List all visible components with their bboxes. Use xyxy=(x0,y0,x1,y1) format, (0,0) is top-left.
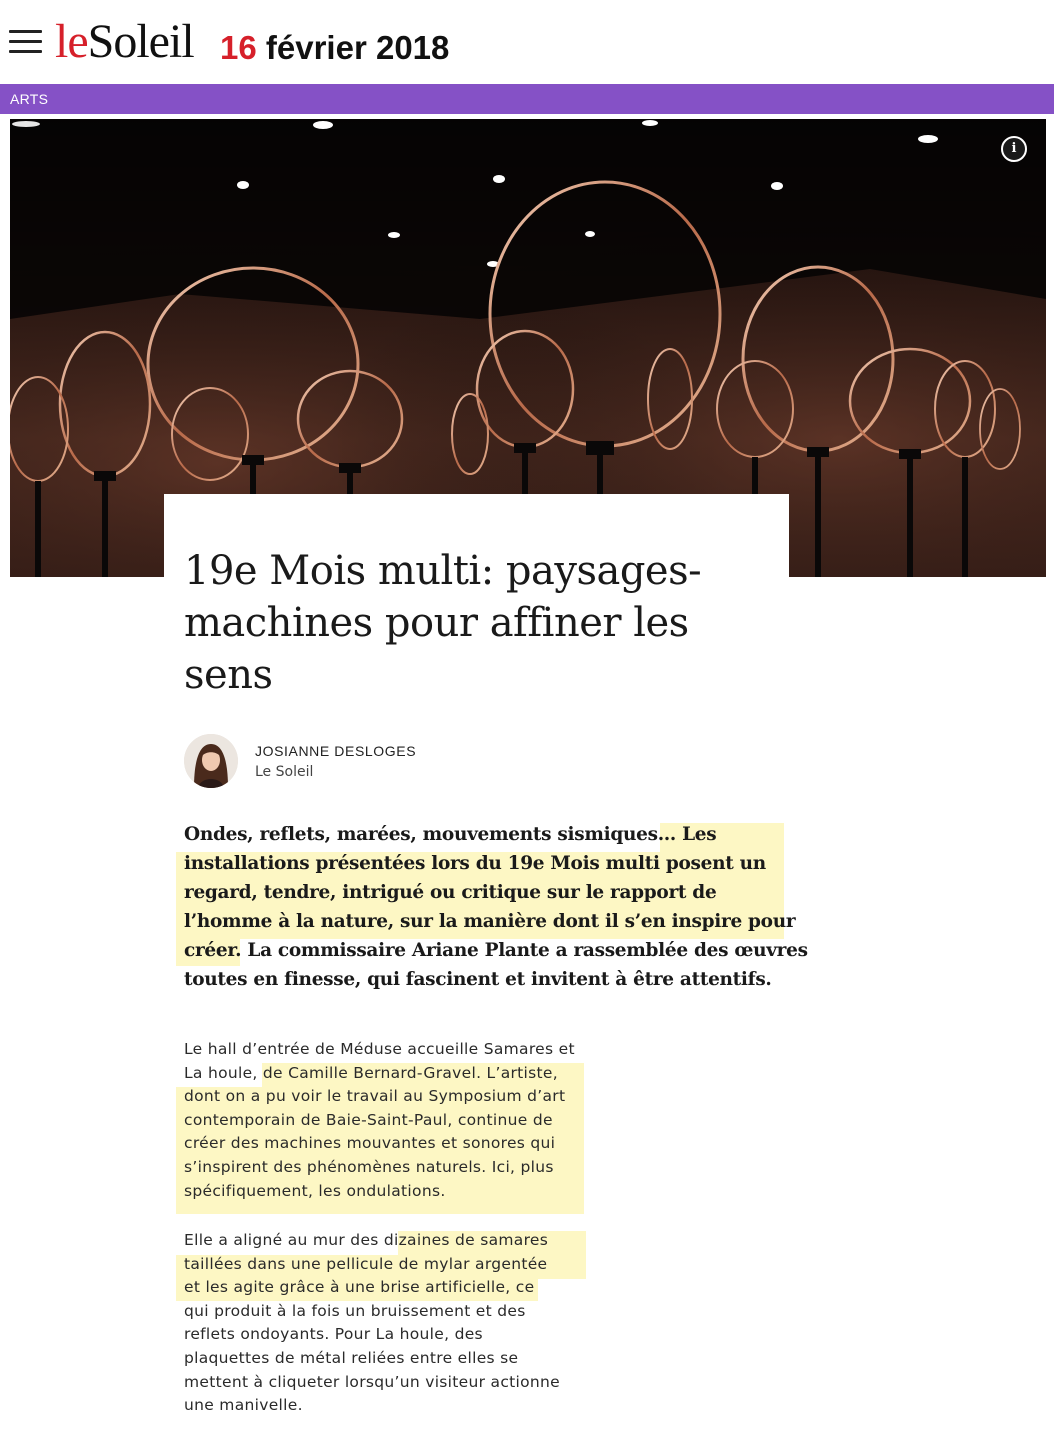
issue-date: 16 février 2018 xyxy=(220,29,450,66)
article-paragraph-1: Le hall d’entrée de Méduse accueille Samares et La houle, de Camille Bernard-Gravel. L’artiste, dont on a pu voir le travail au Symposium d’art contemporain de Baie-Saint-Paul, continue de créer des machines mouvantes et sonores qui s’inspirent des phénomènes naturels. Ici, plus spécifiquement, les ondulations. xyxy=(184,1040,575,1200)
section-label[interactable]: ARTS xyxy=(10,91,49,107)
author-avatar[interactable] xyxy=(184,734,238,788)
author-outlet: Le Soleil xyxy=(255,764,314,780)
article-lead: Ondes, reflets, marées, mouvements sismiques… Les installations présentées lors du 19e Mois multi posent un regard, tendre, intrigué ou critique sur le rapport de l’homme à la nature, sur la manière dont il s’en inspire pour créer. La commissaire Ariane Plante a rassemblée des œuvres toutes en finesse, qui fascinent et invitent à être attentifs. xyxy=(184,824,808,990)
site-header xyxy=(0,0,1054,84)
info-icon[interactable]: i xyxy=(1001,136,1027,162)
article-headline: 19e Mois multi: paysages- machines pour affiner les sens xyxy=(184,548,702,698)
menu-icon[interactable] xyxy=(9,30,43,54)
author-name[interactable]: JOSIANNE DESLOGES xyxy=(255,743,417,759)
article-paragraph-2: Elle a aligné au mur des dizaines de samares taillées dans une pellicule de mylar argentée et les agite grâce à une brise artificielle, ce qui produit à la fois un bruissement et des reflets ondoyants. Pour La houle, des plaquettes de métal reliées entre elles se mettent à cliqueter lorsqu’un visiteur actionne une manivelle. xyxy=(184,1231,560,1415)
site-logo[interactable]: leSoleil xyxy=(55,15,194,68)
section-bar xyxy=(0,84,1054,114)
